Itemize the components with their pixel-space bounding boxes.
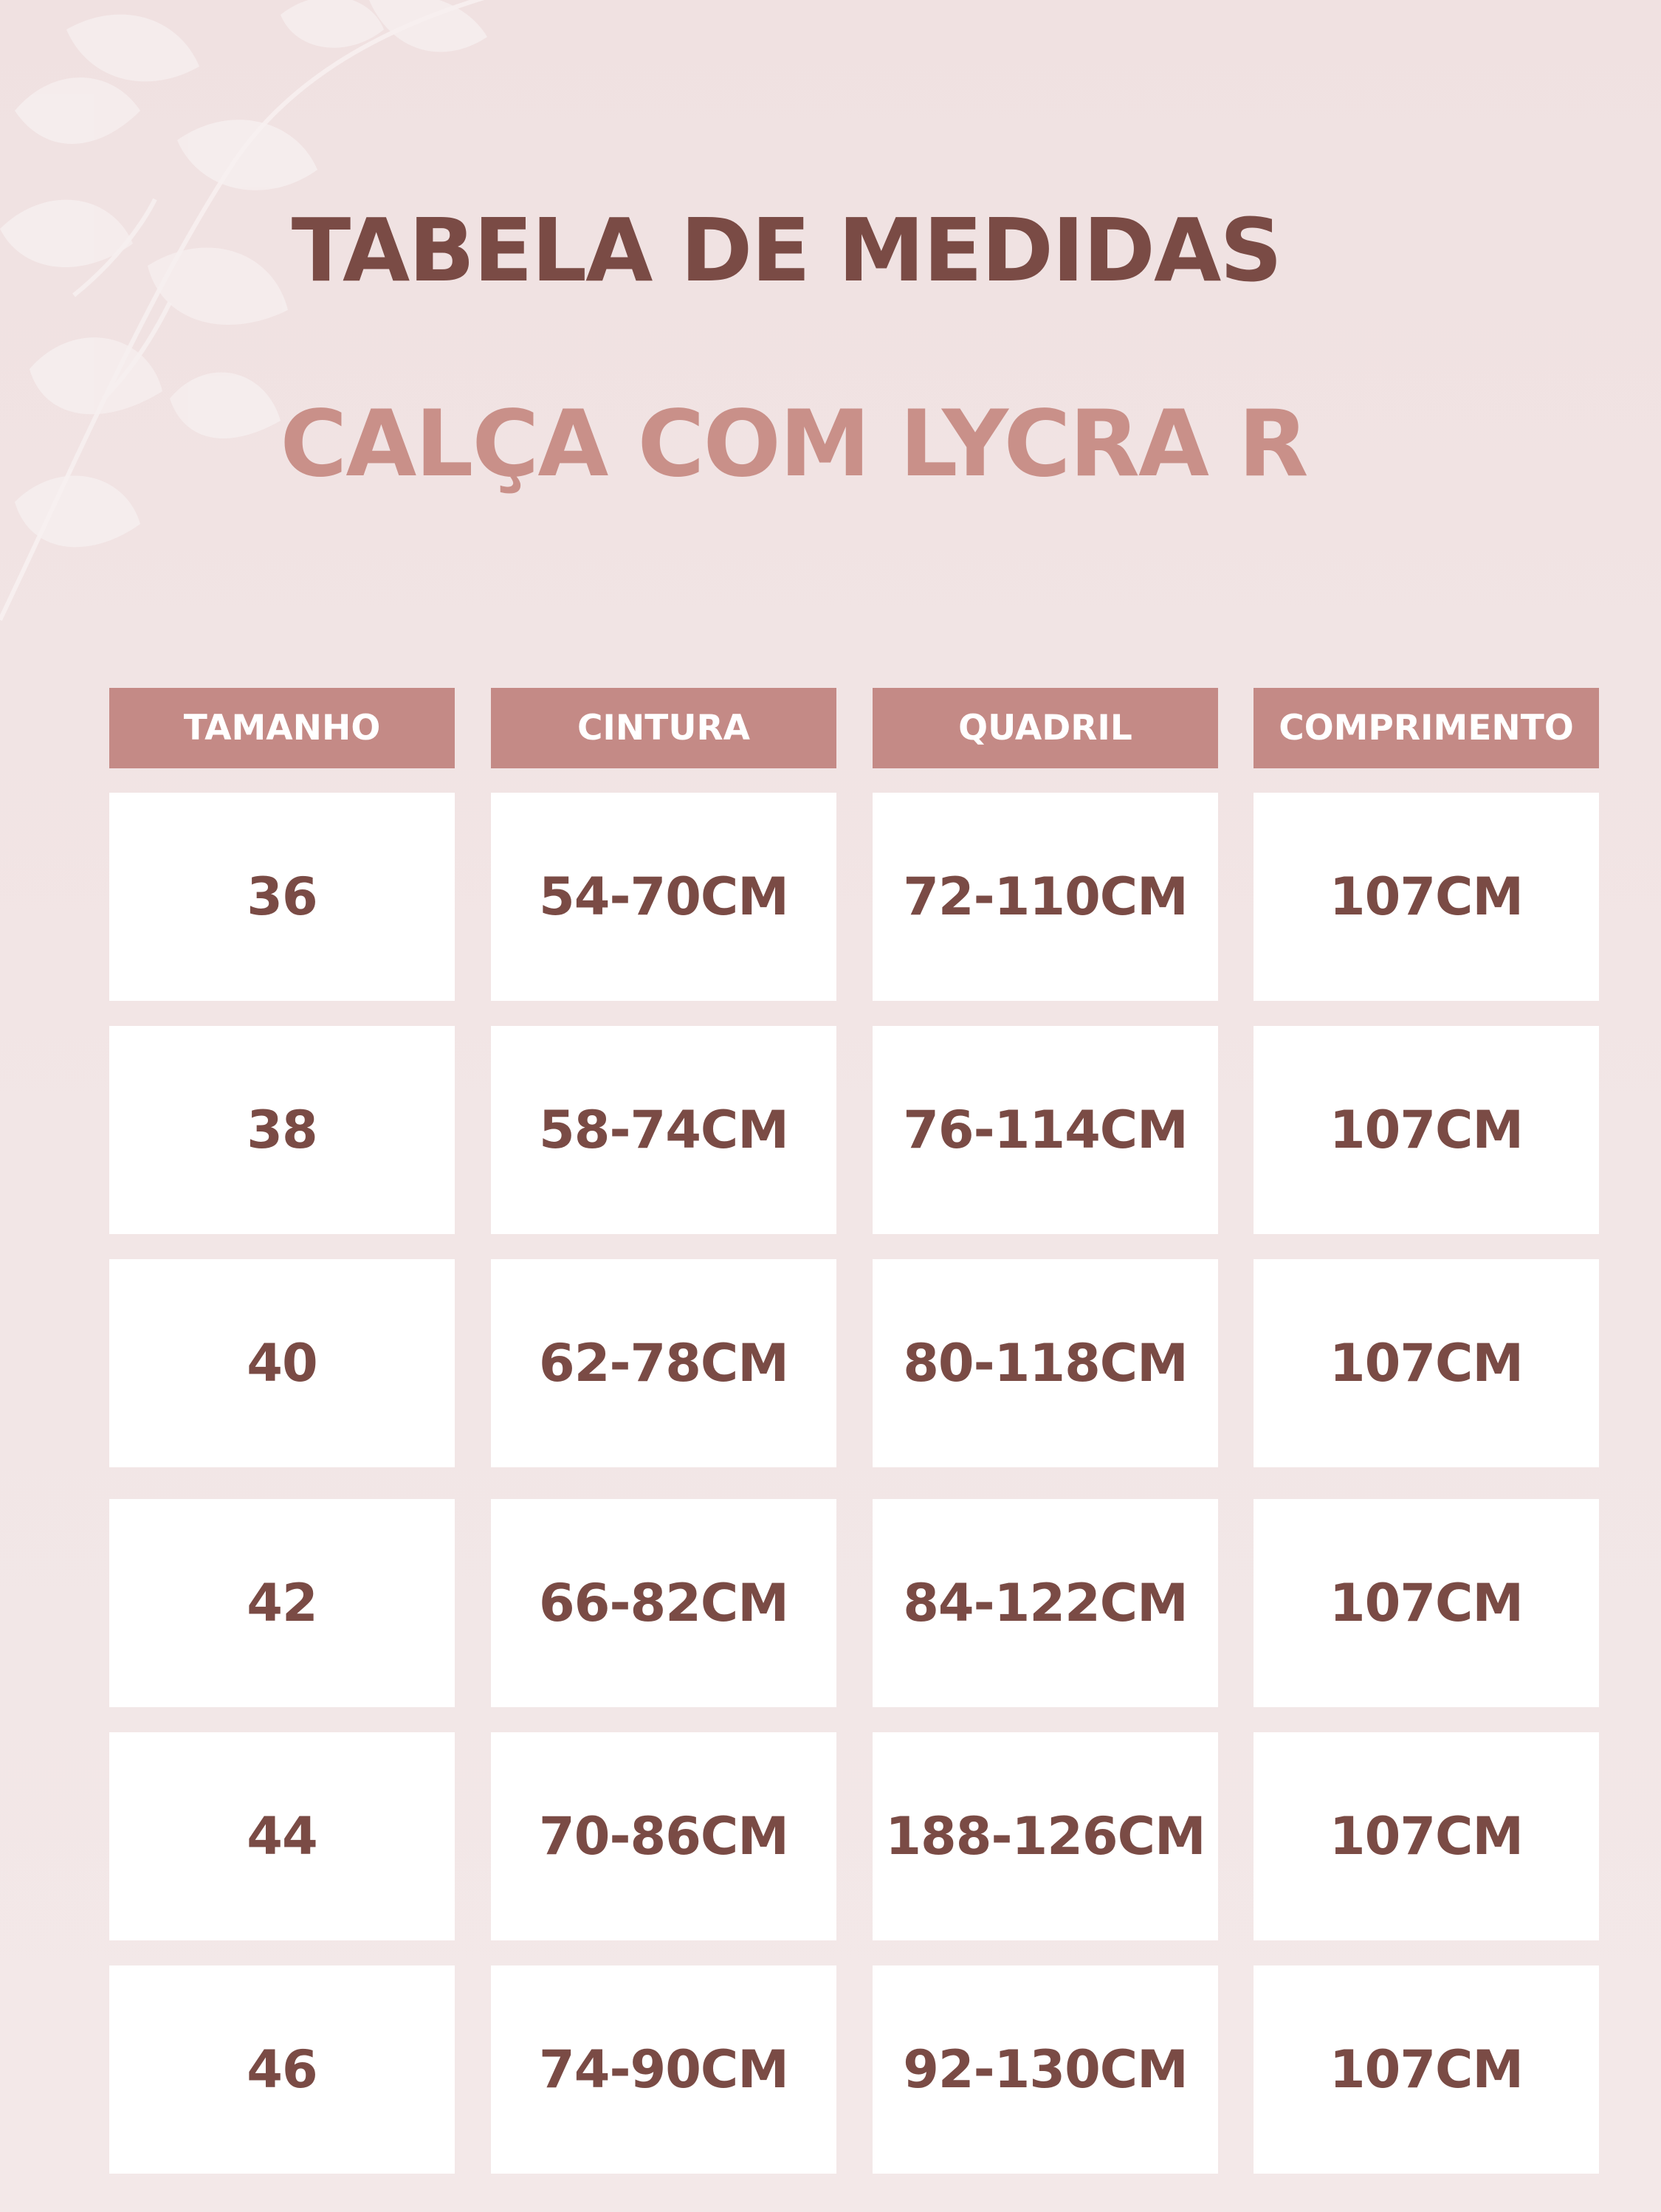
table-cell-hip: 188-126CM	[873, 1732, 1218, 1940]
table-cell-size: 38	[109, 1026, 455, 1234]
table-cell-length: 107CM	[1254, 1965, 1599, 2174]
column-header-quadril: QUADRIL	[873, 688, 1218, 768]
column-header-tamanho: TAMANHO	[109, 688, 455, 768]
table-cell-length: 107CM	[1254, 1026, 1599, 1234]
table-cell-size: 36	[109, 793, 455, 1001]
table-cell-size: 42	[109, 1499, 455, 1707]
page-subtitle: CALÇA COM LYCRA R	[280, 391, 1307, 497]
table-cell-waist: 58-74CM	[491, 1026, 836, 1234]
table-cell-hip: 76-114CM	[873, 1026, 1218, 1234]
table-cell-hip: 92-130CM	[873, 1965, 1218, 2174]
table-cell-length: 107CM	[1254, 793, 1599, 1001]
table-cell-size: 40	[109, 1259, 455, 1467]
table-cell-hip: 72-110CM	[873, 793, 1218, 1001]
table-cell-hip: 84-122CM	[873, 1499, 1218, 1707]
table-cell-size: 44	[109, 1732, 455, 1940]
table-cell-length: 107CM	[1254, 1732, 1599, 1940]
column-header-comprimento: COMPRIMENTO	[1254, 688, 1599, 768]
table-cell-length: 107CM	[1254, 1259, 1599, 1467]
table-cell-waist: 66-82CM	[491, 1499, 836, 1707]
column-header-cintura: CINTURA	[491, 688, 836, 768]
table-cell-waist: 62-78CM	[491, 1259, 836, 1467]
leaf-branch-icon	[0, 0, 561, 635]
table-cell-length: 107CM	[1254, 1499, 1599, 1707]
table-cell-waist: 54-70CM	[491, 793, 836, 1001]
page-title: TABELA DE MEDIDAS	[291, 199, 1282, 301]
table-cell-size: 46	[109, 1965, 455, 2174]
table-cell-waist: 74-90CM	[491, 1965, 836, 2174]
table-cell-waist: 70-86CM	[491, 1732, 836, 1940]
table-cell-hip: 80-118CM	[873, 1259, 1218, 1467]
